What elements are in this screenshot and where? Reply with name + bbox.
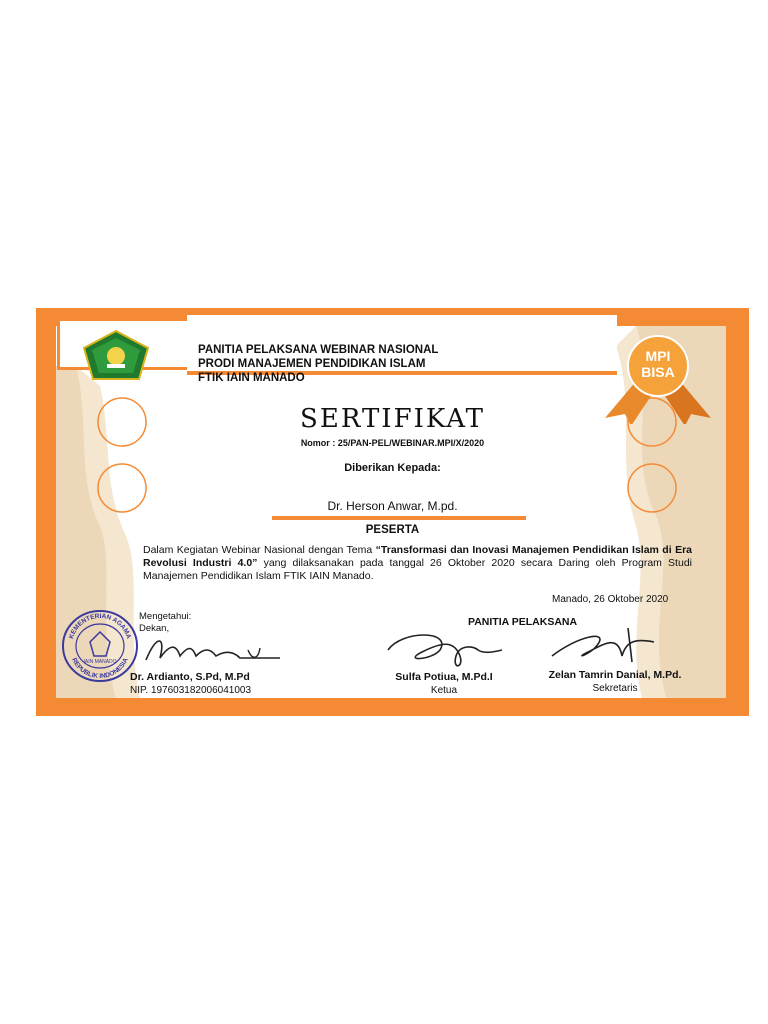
committee-label: PANITIA PELAKSANA — [468, 616, 578, 628]
official-stamp-icon — [60, 608, 140, 684]
acknowledge-line-2: Dekan, — [139, 623, 170, 634]
badge-line-1: MPI — [645, 348, 671, 364]
stamp-text-bottom: REPUBLIK INDONESIA — [70, 656, 130, 681]
secretary-signer — [530, 669, 700, 695]
certificate — [36, 308, 749, 716]
kemenag-logo-icon — [83, 330, 149, 380]
header-line-3: FTIK IAIN MANADO — [198, 372, 305, 384]
dean-name: Dr. Ardianto, S.Pd, M.Pd — [130, 671, 250, 683]
dean-nip: NIP. 197603182006041003 — [130, 685, 252, 696]
dean-signer — [130, 671, 251, 697]
chair-name: Sulfa Potiua, M.Pd.I — [395, 671, 493, 683]
recipient-underline — [272, 516, 526, 520]
organizer-header — [198, 343, 438, 385]
stamp-text-inner: IAIN MANADO — [83, 659, 117, 665]
body-intro: Dalam Kegiatan Webinar Nasional dengan Tema — [143, 544, 376, 556]
secretary-signature-icon — [548, 626, 658, 666]
chair-signature-icon — [382, 626, 522, 670]
certificate-title: SERTIFIKAT — [300, 404, 485, 434]
stamp-text-top: KEMENTERIAN AGAMA — [68, 612, 132, 640]
dean-signature-icon — [136, 630, 286, 670]
header-line-2: PRODI MANAJEMEN PENDIDIKAN ISLAM — [198, 358, 426, 370]
acknowledge-line-1: Mengetahui: — [139, 611, 192, 622]
header-line-1: PANITIA PELAKSANA WEBINAR NASIONAL — [198, 344, 439, 356]
body-rest: yang dilaksanakan pada tanggal 26 Oktober 2020 secara Daring oleh Program Studi Manajemen Pendidikan Islam FTIK IAIN Manado. — [143, 557, 692, 582]
place-date: Manado, 26 Oktober 2020 — [552, 594, 669, 605]
recipient-name: Dr. Herson Anwar, M.pd. — [327, 499, 458, 513]
certificate-body — [143, 544, 692, 583]
secretary-name: Zelan Tamrin Danial, M.Pd. — [548, 669, 682, 681]
chair-signer — [384, 671, 504, 697]
given-to-label: Diberikan Kepada: — [344, 462, 441, 474]
chair-position: Ketua — [430, 685, 458, 696]
certificate-number: Nomor : 25/PAN-PEL/WEBINAR.MPI/X/2020 — [300, 438, 485, 448]
body-theme: “Transformasi dan Inovasi Manajemen Pendidikan Islam di Era Revolusi Industri 4.0” — [143, 544, 692, 569]
secretary-position: Sekretaris — [592, 683, 638, 694]
badge-line-2: BISA — [641, 364, 675, 380]
recipient-role: PESERTA — [365, 524, 420, 536]
